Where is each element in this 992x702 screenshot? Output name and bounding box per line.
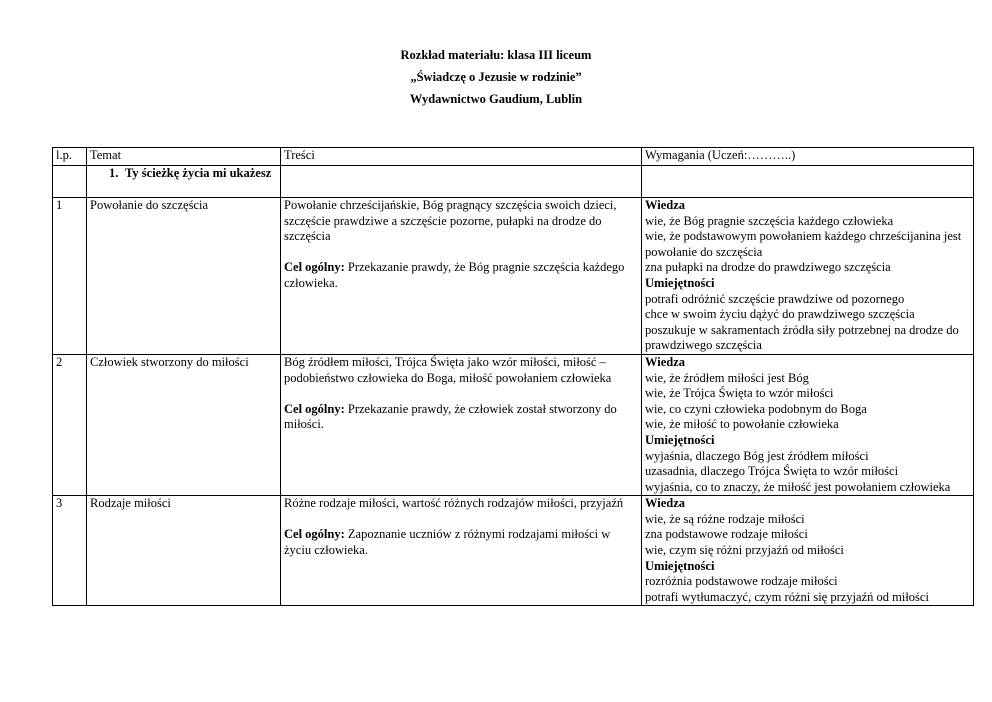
umiejetnosci-item: potrafi wytłumaczyć, czym różni się przyjaźń od miłości: [645, 589, 929, 604]
cel-ogolny: [284, 402, 638, 433]
wiedza-item: wie, że źródłem miłości jest Bóg: [645, 370, 809, 385]
cel-ogolny: [284, 260, 638, 291]
table-row: [53, 496, 974, 606]
wiedza-item: wie, co czyni człowieka podobnym do Boga: [645, 401, 867, 416]
section-tresci-cell: [281, 166, 642, 198]
umiejetnosci-item: potrafi odróżnić szczęście prawdziwe od pozornego: [645, 291, 905, 306]
lp-cell: 1: [53, 198, 87, 355]
tresci-text: Powołanie chrześcijańskie, Bóg pragnący szczęścia swoich dzieci, szczęście prawdziwe a szczęście pozorne, pułapki na drodze do szczęścia: [284, 198, 617, 244]
column-header-lp: l.p.: [53, 148, 87, 166]
cel-ogolny: [284, 527, 638, 558]
wiedza-item: wie, czym się różni przyjaźń od miłości: [645, 543, 844, 558]
syllabus-table: [52, 147, 974, 606]
wiedza-item: wie, że miłość to powołanie człowieka: [645, 417, 839, 432]
section-wymagania-cell: [642, 166, 974, 198]
cel-ogolny-text: Zapoznanie uczniów z różnymi rodzajami miłości w życiu człowieka.: [284, 527, 611, 558]
wiedza-heading: Wiedza: [645, 354, 686, 369]
umiejetnosci-heading: Umiejętności: [645, 432, 715, 447]
umiejetnosci-item: poszukuje w sakramentach źródła siły potrzebnej na drodze do prawdziwego szczęścia: [645, 322, 959, 353]
umiejetnosci-item: wyjaśnia, dlaczego Bóg jest źródłem miłości: [645, 448, 869, 463]
column-header-wymagania: Wymagania (Uczeń:………..): [642, 148, 974, 166]
tresci-cell: [281, 496, 642, 606]
table-row: [53, 198, 974, 355]
tresci-text: Różne rodzaje miłości, wartość różnych rodzajów miłości, przyjaźń: [284, 496, 624, 511]
table-row: [53, 354, 974, 495]
document-header: [0, 44, 992, 110]
document-publisher: Wydawnictwo Gaudium, Lublin: [409, 92, 583, 106]
umiejetnosci-heading: Umiejętności: [645, 558, 715, 573]
tresci-cell: [281, 354, 642, 495]
wiedza-item: wie, że Trójca Święta to wzór miłości: [645, 386, 834, 401]
wiedza-item: zna podstawowe rodzaje miłości: [645, 527, 808, 542]
section-lp-cell: [53, 166, 87, 198]
tresci-cell: [281, 198, 642, 355]
temat-cell: Powołanie do szczęścia: [87, 198, 281, 355]
wiedza-item: wie, że podstawowym powołaniem każdego chrześcijanina jest powołanie do szczęścia: [645, 229, 962, 259]
wymagania-cell: [642, 198, 974, 355]
section-title: Ty ścieżkę życia mi ukażesz: [125, 166, 272, 180]
wiedza-item: zna pułapki na drodze do prawdziwego szczęścia: [645, 260, 891, 275]
lp-cell: 3: [53, 496, 87, 606]
wymagania-cell: [642, 496, 974, 606]
column-header-temat: Temat: [87, 148, 281, 166]
wiedza-heading: Wiedza: [645, 198, 686, 212]
wymagania-cell: [642, 354, 974, 495]
wiedza-item: wie, że Bóg pragnie szczęścia każdego człowieka: [645, 213, 894, 228]
tresci-text: Bóg źródłem miłości, Trójca Święta jako wzór miłości, miłość – podobieństwo człowieka do Boga, miłość powołaniem człowieka: [284, 354, 612, 385]
document-subtitle: „Świadczę o Jezusie w rodzinie”: [410, 70, 582, 84]
umiejetnosci-item: rozróżnia podstawowe rodzaje miłości: [645, 574, 838, 589]
cel-ogolny-label: Cel ogólny:: [284, 527, 345, 542]
umiejetnosci-item: uzasadnia, dlaczego Trójca Święta to wzór miłości: [645, 464, 899, 479]
lp-cell: 2: [53, 354, 87, 495]
column-header-tresci: Treści: [281, 148, 642, 166]
temat-cell: Rodzaje miłości: [87, 496, 281, 606]
umiejetnosci-item: wyjaśnia, co to znaczy, że miłość jest powołaniem człowieka: [645, 479, 951, 494]
cel-ogolny-label: Cel ogólny:: [284, 401, 345, 416]
cel-ogolny-text: Przekazanie prawdy, że człowiek został stworzony do miłości.: [284, 401, 617, 432]
section-row: [53, 166, 974, 198]
temat-cell: Człowiek stworzony do miłości: [87, 354, 281, 495]
document-title: Rozkład materiału: klasa III liceum: [400, 48, 592, 62]
section-title-cell: [87, 166, 281, 198]
cel-ogolny-label: Cel ogólny:: [284, 260, 345, 275]
umiejetnosci-heading: Umiejętności: [645, 275, 715, 290]
cel-ogolny-text: Przekazanie prawdy, że Bóg pragnie szczęścia każdego człowieka.: [284, 260, 625, 290]
umiejetnosci-item: chce w swoim życiu dążyć do prawdziwego szczęścia: [645, 307, 915, 322]
table-header-row: [53, 148, 974, 166]
wiedza-item: wie, że są różne rodzaje miłości: [645, 511, 805, 526]
wiedza-heading: Wiedza: [645, 496, 686, 511]
section-number: 1.: [109, 166, 119, 180]
